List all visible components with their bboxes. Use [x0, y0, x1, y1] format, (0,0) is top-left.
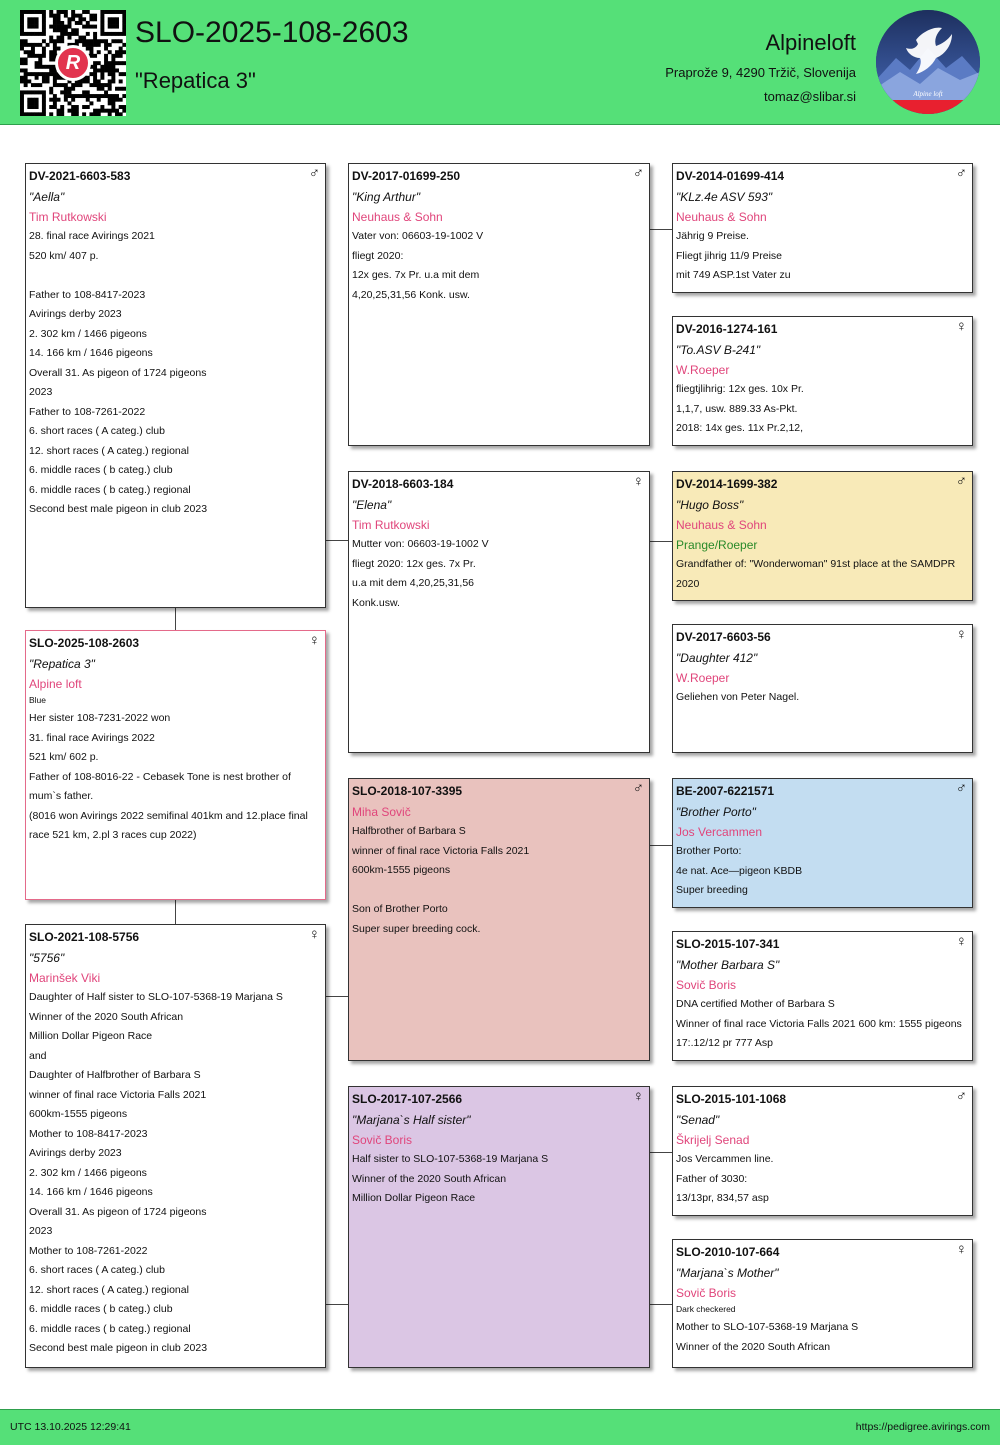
- breeder-name: Sovič Boris: [352, 1133, 413, 1147]
- info-line: Winner of the 2020 South African: [29, 1010, 184, 1023]
- info-line: Daughter of Halfbrother of Barbara S: [29, 1069, 201, 1081]
- male-icon: ♂: [632, 165, 644, 182]
- breeder-name: Tim Rutkowski: [29, 210, 107, 224]
- pigeon-name: "KLz.4e ASV 593": [676, 190, 773, 204]
- pigeon-name: "Senad": [676, 1113, 720, 1127]
- card-ggp-ffm[interactable]: [672, 316, 973, 446]
- info-line: 12. short races ( A categ.) regional: [29, 444, 189, 457]
- page-title: SLO-2025-108-2603: [135, 16, 409, 49]
- female-icon: ♀: [632, 1088, 644, 1105]
- ring-number: DV-2014-1699-382: [676, 477, 778, 491]
- card-ggp-mmm[interactable]: [672, 1239, 973, 1368]
- card-ggp-mff[interactable]: [672, 778, 973, 908]
- ring-number: SLO-2015-101-1068: [676, 1092, 787, 1106]
- info-line: 1,1,7, usw. 889.33 As-Pkt.: [676, 402, 798, 415]
- info-line: Winner of the 2020 South African: [352, 1172, 507, 1185]
- info-line: [29, 266, 322, 286]
- info-line: Million Dollar Pigeon Race: [29, 1030, 153, 1042]
- female-icon: ♀: [955, 933, 967, 950]
- info-line: 28. final race Avirings 2021: [29, 230, 155, 242]
- info-line: Mother to 108-8417-2023: [29, 1127, 148, 1140]
- info-line: DNA certified Mother of Barbara S: [676, 998, 835, 1010]
- info-line: 600km-1555 pigeons: [352, 864, 451, 876]
- info-line: u.a mit dem 4,20,25,31,56: [352, 577, 474, 589]
- breeder-name: W.Roeper: [676, 363, 730, 377]
- info-line: 2018: 14x ges. 11x Pr.2,12,: [676, 422, 804, 434]
- connector-line: [650, 229, 672, 230]
- info-line: Grandfather of: "Wonderwoman" 91st place at the SAMDPR: [676, 558, 956, 570]
- breeder-name: Alpine loft: [29, 677, 82, 691]
- male-icon: ♂: [955, 165, 967, 182]
- male-icon: ♂: [955, 1088, 967, 1105]
- logo-caption: Alpine loft: [913, 90, 943, 98]
- info-line: Winner of final race Victoria Falls 2021 600 km: 1555 pigeons: [676, 1017, 962, 1030]
- info-line: 2020: [676, 577, 700, 590]
- connector-line: [650, 1152, 672, 1153]
- loft-name: Alpineloft: [765, 30, 856, 55]
- info-line: Halfbrother of Barbara S: [352, 825, 466, 837]
- breeder-name: Neuhaus & Sohn: [676, 518, 767, 532]
- breeder-name: Neuhaus & Sohn: [352, 210, 443, 224]
- breeder-name: Sovič Boris: [676, 978, 737, 992]
- info-line: 17:.12/12 pr 777 Asp: [676, 1037, 773, 1049]
- info-line: 14. 166 km / 1646 pigeons: [29, 347, 153, 359]
- connector-line: [326, 1304, 348, 1305]
- card-ggp-fmf[interactable]: [672, 471, 973, 601]
- info-line: 6. middle races ( b categ.) regional: [29, 1322, 191, 1335]
- info-line: 2. 302 km / 1466 pigeons: [29, 327, 147, 340]
- pigeon-name: "Aella": [29, 190, 65, 204]
- qr-code[interactable]: [20, 10, 126, 116]
- ring-number: DV-2016-1274-161: [676, 322, 778, 336]
- ring-number: SLO-2018-107-3395: [352, 784, 463, 798]
- info-line: Brother Porto:: [676, 845, 742, 857]
- info-line: 12x ges. 7x Pr. u.a mit dem: [352, 269, 480, 281]
- female-icon: ♀: [955, 318, 967, 335]
- card-ggp-mfm[interactable]: [672, 931, 973, 1061]
- info-line: winner of final race Victoria Falls 2021: [29, 1088, 207, 1101]
- info-line: Avirings derby 2023: [29, 308, 122, 320]
- male-icon: ♂: [632, 780, 644, 797]
- info-line: Geliehen von Peter Nagel.: [676, 691, 800, 703]
- female-icon: ♀: [308, 632, 320, 649]
- info-line: (8016 won Avirings 2022 semifinal 401km and 12.place final: [29, 809, 308, 822]
- breeder-name-secondary: Prange/Roeper: [676, 538, 758, 552]
- connector-line: [175, 608, 176, 630]
- info-line: Father to 108-7261-2022: [29, 405, 146, 418]
- pigeon-name: "Brother Porto": [676, 805, 756, 819]
- female-icon: ♀: [955, 1241, 967, 1258]
- info-line: 2. 302 km / 1466 pigeons: [29, 1166, 147, 1179]
- card-paternal-grandmother[interactable]: [348, 471, 650, 753]
- pigeon-name: "Hugo Boss": [676, 498, 744, 512]
- pigeon-name: "Repatica 3": [135, 68, 256, 93]
- ring-number: SLO-2015-107-341: [676, 937, 780, 951]
- avirings-logo-icon: R: [55, 45, 91, 81]
- info-line: 6. short races ( A categ.) club: [29, 1264, 165, 1276]
- loft-address: Praprože 9, 4290 Tržič, Slovenija: [665, 65, 856, 80]
- info-line: Mutter von: 06603-19-1002 V: [352, 538, 489, 550]
- connector-line: [650, 845, 672, 846]
- card-maternal-grandmother[interactable]: [348, 1086, 650, 1368]
- info-line: 6. middle races ( b categ.) regional: [29, 483, 191, 496]
- female-icon: ♀: [955, 626, 967, 643]
- pigeon-name: "Mother Barbara S": [676, 958, 780, 972]
- info-line: 14. 166 km / 1646 pigeons: [29, 1186, 153, 1198]
- card-ggp-fff[interactable]: [672, 163, 973, 293]
- card-subject[interactable]: [25, 630, 326, 900]
- info-line: [352, 881, 646, 901]
- info-line: Avirings derby 2023: [29, 1147, 122, 1159]
- ring-number: SLO-2025-108-2603: [29, 636, 140, 650]
- connector-line: [326, 540, 348, 541]
- ring-number: DV-2017-01699-250: [352, 169, 461, 183]
- connector-line: [650, 541, 672, 542]
- pigeon-name: "Marjana`s Half sister": [352, 1113, 471, 1127]
- info-line: Father to 108-8417-2023: [29, 288, 146, 301]
- info-line: 521 km/ 602 p.: [29, 751, 99, 763]
- female-icon: ♀: [308, 926, 320, 943]
- ring-number: SLO-2021-108-5756: [29, 930, 140, 944]
- info-line: 4,20,25,31,56 Konk. usw.: [352, 288, 470, 301]
- info-line: Half sister to SLO-107-5368-19 Marjana S: [352, 1153, 549, 1165]
- info-line: Second best male pigeon in club 2023: [29, 1342, 208, 1354]
- info-line: Father of 3030:: [676, 1172, 748, 1185]
- breeder-name: Škrijelj Senad: [676, 1133, 750, 1147]
- info-line: 31. final race Avirings 2022: [29, 731, 155, 744]
- info-line: mum`s father.: [29, 790, 94, 802]
- card-ggp-mmf[interactable]: [672, 1086, 973, 1216]
- card-maternal-grandfather[interactable]: [348, 778, 650, 1061]
- info-line: Son of Brother Porto: [352, 903, 448, 915]
- info-line: fliegt 2020: 12x ges. 7x Pr.: [352, 557, 476, 570]
- info-line: Father of 108-8016-22 - Cebasek Tone is nest brother of: [29, 770, 291, 783]
- info-line: winner of final race Victoria Falls 2021: [352, 844, 530, 857]
- ring-number: DV-2018-6603-184: [352, 477, 454, 491]
- breeder-name: Sovič Boris: [676, 1286, 737, 1300]
- ring-number: DV-2014-01699-414: [676, 169, 785, 183]
- breeder-name: Miha Sovič: [352, 805, 411, 819]
- info-line: Fliegt jihrig 11/9 Preise: [676, 249, 783, 262]
- connector-line: [326, 996, 348, 997]
- pigeon-name: "King Arthur": [352, 190, 421, 204]
- ring-number: SLO-2017-107-2566: [352, 1092, 463, 1106]
- connector-line: [650, 1304, 672, 1305]
- info-line: 2023: [29, 1225, 53, 1237]
- header: [0, 0, 1000, 125]
- card-ggp-fmm[interactable]: [672, 624, 973, 753]
- info-line: 12. short races ( A categ.) regional: [29, 1283, 189, 1296]
- info-line: fliegt 2020:: [352, 249, 404, 262]
- info-line: race 521 km, 2.pl 3 races cup 2022): [29, 829, 197, 841]
- pigeon-name: "Elena": [352, 498, 392, 512]
- info-line: Konk.usw.: [352, 596, 400, 609]
- loft-logo: [876, 10, 980, 114]
- female-icon: ♀: [632, 473, 644, 490]
- card-paternal-grandfather[interactable]: [348, 163, 650, 446]
- info-line: fliegtjlihrig: 12x ges. 10x Pr.: [676, 383, 804, 395]
- connector-line: [175, 900, 176, 924]
- pigeon-color: Dark checkered: [676, 1304, 736, 1314]
- info-line: 6. short races ( A categ.) club: [29, 425, 165, 437]
- info-line: mit 749 ASP.1st Vater zu: [676, 269, 791, 281]
- info-line: Mother to SLO-107-5368-19 Marjana S: [676, 1321, 859, 1333]
- info-line: Her sister 108-7231-2022 won: [29, 712, 171, 724]
- breeder-name: Tim Rutkowski: [352, 518, 430, 532]
- info-line: Winner of the 2020 South African: [676, 1340, 831, 1353]
- info-line: Vater von: 06603-19-1002 V: [352, 230, 484, 242]
- pigeon-name: "Repatica 3": [29, 657, 95, 671]
- pigeon-color: Blue: [29, 695, 47, 705]
- info-line: Jos Vercammen line.: [676, 1153, 774, 1165]
- info-line: 13/13pr, 834,57 asp: [676, 1192, 769, 1204]
- info-line: 4e nat. Ace—pigeon KBDB: [676, 864, 803, 877]
- pigeon-name: "To.ASV B-241": [676, 343, 761, 357]
- info-line: 2023: [29, 386, 53, 398]
- card-father[interactable]: [25, 163, 326, 608]
- card-mother[interactable]: [25, 924, 326, 1368]
- footer-timestamp: UTC 13.10.2025 12:29:41: [10, 1421, 131, 1433]
- info-line: Super breeding: [676, 884, 748, 896]
- ring-number: BE-2007-6221571: [676, 784, 775, 798]
- male-icon: ♂: [955, 780, 967, 797]
- info-line: 520 km/ 407 p.: [29, 249, 99, 262]
- info-line: Super super breeding cock.: [352, 922, 481, 935]
- info-line: 600km-1555 pigeons: [29, 1108, 128, 1120]
- breeder-name: W.Roeper: [676, 671, 730, 685]
- info-line: 6. middle races ( b categ.) club: [29, 464, 173, 476]
- male-icon: ♂: [955, 473, 967, 490]
- info-line: Mother to 108-7261-2022: [29, 1244, 148, 1257]
- info-line: and: [29, 1049, 47, 1062]
- male-icon: ♂: [308, 165, 320, 182]
- ring-number: SLO-2010-107-664: [676, 1245, 780, 1259]
- pigeon-name: "Daughter 412": [676, 651, 758, 665]
- breeder-name: Neuhaus & Sohn: [676, 210, 767, 224]
- info-line: Overall 31. As pigeon of 1724 pigeons: [29, 1205, 207, 1218]
- info-line: 6. middle races ( b categ.) club: [29, 1303, 173, 1315]
- info-line: Jährig 9 Preise.: [676, 230, 749, 242]
- ring-number: DV-2021-6603-583: [29, 169, 131, 183]
- breeder-name: Marinšek Viki: [29, 971, 101, 985]
- info-line: Million Dollar Pigeon Race: [352, 1192, 476, 1204]
- breeder-name: Jos Vercammen: [676, 825, 763, 839]
- info-line: Second best male pigeon in club 2023: [29, 503, 208, 515]
- info-line: Daughter of Half sister to SLO-107-5368-19 Marjana S: [29, 991, 283, 1003]
- info-line: Overall 31. As pigeon of 1724 pigeons: [29, 366, 207, 379]
- pigeon-name: "Marjana`s Mother": [676, 1266, 779, 1280]
- ring-number: DV-2017-6603-56: [676, 630, 771, 644]
- pigeon-name: "5756": [29, 951, 65, 965]
- footer: [0, 1409, 1000, 1445]
- loft-email[interactable]: tomaz@slibar.si: [764, 89, 856, 104]
- footer-url[interactable]: https://pedigree.avirings.com: [855, 1421, 990, 1433]
